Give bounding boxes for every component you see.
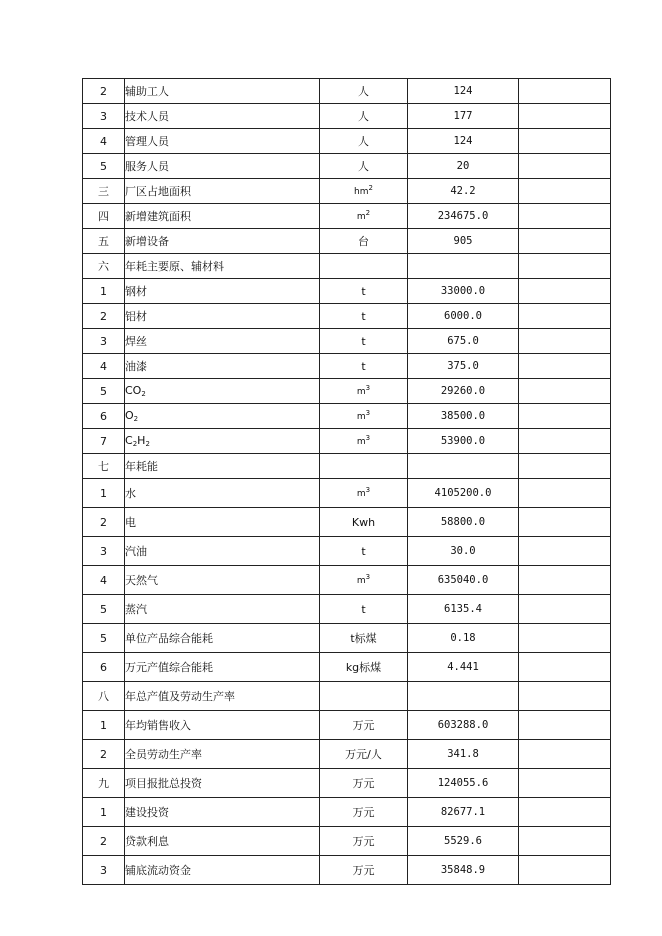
item-value: 234675.0 bbox=[408, 204, 519, 229]
item-note bbox=[519, 354, 611, 379]
row-number: 3 bbox=[83, 856, 125, 885]
formula-hydrogen: H bbox=[137, 433, 146, 447]
item-value: 603288.0 bbox=[408, 711, 519, 740]
item-note bbox=[519, 566, 611, 595]
item-note bbox=[519, 154, 611, 179]
item-value bbox=[408, 454, 519, 479]
unit-superscript: 3 bbox=[365, 384, 371, 392]
table-row bbox=[83, 537, 611, 566]
item-unit: 万元 bbox=[320, 798, 408, 827]
item-unit bbox=[320, 479, 408, 508]
formula-subscript: 2 bbox=[145, 439, 150, 448]
item-note bbox=[519, 798, 611, 827]
formula-carbon: C bbox=[125, 433, 133, 447]
row-number: 3 bbox=[83, 104, 125, 129]
item-note bbox=[519, 595, 611, 624]
item-value: 905 bbox=[408, 229, 519, 254]
item-value: 6135.4 bbox=[408, 595, 519, 624]
item-value: 29260.0 bbox=[408, 379, 519, 404]
item-unit: 万元/人 bbox=[320, 740, 408, 769]
table-row bbox=[83, 566, 611, 595]
row-number: 3 bbox=[83, 329, 125, 354]
row-number: 七 bbox=[83, 454, 125, 479]
table-row bbox=[83, 827, 611, 856]
table-row bbox=[83, 329, 611, 354]
item-value: 124 bbox=[408, 129, 519, 154]
item-note bbox=[519, 454, 611, 479]
item-unit bbox=[320, 682, 408, 711]
item-value: 675.0 bbox=[408, 329, 519, 354]
item-name: 汽油 bbox=[125, 537, 320, 566]
row-number: 5 bbox=[83, 595, 125, 624]
item-name: 钢材 bbox=[125, 279, 320, 304]
formula-base: CO bbox=[125, 383, 142, 397]
item-value: 635040.0 bbox=[408, 566, 519, 595]
item-unit: 人 bbox=[320, 79, 408, 104]
unit-superscript: 3 bbox=[365, 573, 371, 581]
row-number: 5 bbox=[83, 624, 125, 653]
row-number: 5 bbox=[83, 379, 125, 404]
row-number: 三 bbox=[83, 179, 125, 204]
item-name: 服务人员 bbox=[125, 154, 320, 179]
item-note bbox=[519, 740, 611, 769]
item-note bbox=[519, 304, 611, 329]
item-note bbox=[519, 856, 611, 885]
item-unit: 万元 bbox=[320, 856, 408, 885]
table-row bbox=[83, 769, 611, 798]
item-name: 年均销售收入 bbox=[125, 711, 320, 740]
item-value: 35848.9 bbox=[408, 856, 519, 885]
table-row bbox=[83, 304, 611, 329]
item-value: 38500.0 bbox=[408, 404, 519, 429]
item-unit: t bbox=[320, 537, 408, 566]
formula-subscript: 2 bbox=[132, 439, 138, 448]
item-name: 天然气 bbox=[125, 566, 320, 595]
item-value: 42.2 bbox=[408, 179, 519, 204]
unit-base: m bbox=[356, 576, 366, 586]
item-unit: 万元 bbox=[320, 769, 408, 798]
unit-base: m bbox=[356, 412, 366, 422]
unit-superscript: 3 bbox=[365, 486, 371, 494]
item-name: 新增建筑面积 bbox=[125, 204, 320, 229]
item-name: 年总产值及劳动生产率 bbox=[125, 682, 320, 711]
item-note bbox=[519, 229, 611, 254]
row-number: 1 bbox=[83, 279, 125, 304]
item-note bbox=[519, 379, 611, 404]
item-unit: 万元 bbox=[320, 827, 408, 856]
table-row bbox=[83, 154, 611, 179]
unit-base: hm bbox=[354, 187, 369, 197]
item-note bbox=[519, 254, 611, 279]
item-value: 53900.0 bbox=[408, 429, 519, 454]
item-unit bbox=[320, 454, 408, 479]
row-number: 1 bbox=[83, 711, 125, 740]
item-value: 20 bbox=[408, 154, 519, 179]
item-name: 贷款利息 bbox=[125, 827, 320, 856]
item-note bbox=[519, 769, 611, 798]
table-row bbox=[83, 711, 611, 740]
item-note bbox=[519, 179, 611, 204]
table-row bbox=[83, 624, 611, 653]
item-value: 4.441 bbox=[408, 653, 519, 682]
table-row bbox=[83, 104, 611, 129]
row-number: 八 bbox=[83, 682, 125, 711]
row-number: 1 bbox=[83, 479, 125, 508]
row-number: 6 bbox=[83, 404, 125, 429]
item-name: 技术人员 bbox=[125, 104, 320, 129]
item-note bbox=[519, 479, 611, 508]
item-name: 铺底流动资金 bbox=[125, 856, 320, 885]
item-name: 全员劳动生产率 bbox=[125, 740, 320, 769]
item-name: 电 bbox=[125, 508, 320, 537]
item-unit: 人 bbox=[320, 129, 408, 154]
item-value: 4105200.0 bbox=[408, 479, 519, 508]
item-name bbox=[125, 379, 320, 404]
row-number: 4 bbox=[83, 129, 125, 154]
item-note bbox=[519, 653, 611, 682]
item-unit: 万元 bbox=[320, 711, 408, 740]
item-value: 30.0 bbox=[408, 537, 519, 566]
row-number: 四 bbox=[83, 204, 125, 229]
item-note bbox=[519, 129, 611, 154]
item-value: 124055.6 bbox=[408, 769, 519, 798]
table-row bbox=[83, 379, 611, 404]
item-value: 58800.0 bbox=[408, 508, 519, 537]
item-unit bbox=[320, 254, 408, 279]
table-row bbox=[83, 454, 611, 479]
item-unit bbox=[320, 204, 408, 229]
item-unit: t bbox=[320, 304, 408, 329]
item-name: 油漆 bbox=[125, 354, 320, 379]
table-row bbox=[83, 508, 611, 537]
table-row bbox=[83, 79, 611, 104]
item-unit: t bbox=[320, 279, 408, 304]
row-number: 五 bbox=[83, 229, 125, 254]
item-unit bbox=[320, 429, 408, 454]
item-name: 建设投资 bbox=[125, 798, 320, 827]
item-value: 124 bbox=[408, 79, 519, 104]
item-note bbox=[519, 827, 611, 856]
row-number: 7 bbox=[83, 429, 125, 454]
row-number: 六 bbox=[83, 254, 125, 279]
unit-superscript: 3 bbox=[365, 434, 371, 442]
item-unit bbox=[320, 379, 408, 404]
item-note bbox=[519, 204, 611, 229]
item-value: 6000.0 bbox=[408, 304, 519, 329]
unit-base: m bbox=[356, 387, 366, 397]
table-row bbox=[83, 354, 611, 379]
item-name: 管理人员 bbox=[125, 129, 320, 154]
item-value: 375.0 bbox=[408, 354, 519, 379]
table-row bbox=[83, 279, 611, 304]
unit-base: m bbox=[356, 212, 366, 222]
item-note bbox=[519, 711, 611, 740]
table-row bbox=[83, 254, 611, 279]
item-unit: t bbox=[320, 595, 408, 624]
item-name: 焊丝 bbox=[125, 329, 320, 354]
item-unit bbox=[320, 566, 408, 595]
row-number: 九 bbox=[83, 769, 125, 798]
item-name: 水 bbox=[125, 479, 320, 508]
table-row bbox=[83, 204, 611, 229]
item-name: 厂区占地面积 bbox=[125, 179, 320, 204]
item-note bbox=[519, 682, 611, 711]
table-row bbox=[83, 653, 611, 682]
table-row bbox=[83, 229, 611, 254]
row-number: 2 bbox=[83, 304, 125, 329]
item-value: 5529.6 bbox=[408, 827, 519, 856]
row-number: 6 bbox=[83, 653, 125, 682]
item-note bbox=[519, 429, 611, 454]
item-value: 33000.0 bbox=[408, 279, 519, 304]
item-unit bbox=[320, 404, 408, 429]
item-note bbox=[519, 79, 611, 104]
item-unit: t bbox=[320, 354, 408, 379]
row-number: 5 bbox=[83, 154, 125, 179]
unit-superscript: 2 bbox=[365, 209, 371, 217]
unit-superscript: 3 bbox=[365, 409, 371, 417]
formula-subscript: 2 bbox=[141, 389, 146, 398]
item-name bbox=[125, 429, 320, 454]
item-note bbox=[519, 624, 611, 653]
row-number: 2 bbox=[83, 79, 125, 104]
item-note bbox=[519, 404, 611, 429]
item-unit bbox=[320, 179, 408, 204]
item-unit: 人 bbox=[320, 154, 408, 179]
item-value bbox=[408, 682, 519, 711]
item-value: 341.8 bbox=[408, 740, 519, 769]
row-number: 3 bbox=[83, 537, 125, 566]
item-note bbox=[519, 508, 611, 537]
item-note bbox=[519, 329, 611, 354]
item-note bbox=[519, 537, 611, 566]
item-name: 年耗能 bbox=[125, 454, 320, 479]
item-unit: kg标煤 bbox=[320, 653, 408, 682]
table-row bbox=[83, 856, 611, 885]
unit-superscript: 2 bbox=[368, 184, 373, 192]
indicator-table bbox=[82, 78, 611, 885]
table-row bbox=[83, 179, 611, 204]
item-value: 177 bbox=[408, 104, 519, 129]
item-unit: Kwh bbox=[320, 508, 408, 537]
table-row bbox=[83, 740, 611, 769]
item-value bbox=[408, 254, 519, 279]
item-name: 年耗主要原、辅材料 bbox=[125, 254, 320, 279]
item-name: 蒸汽 bbox=[125, 595, 320, 624]
row-number: 1 bbox=[83, 798, 125, 827]
row-number: 2 bbox=[83, 827, 125, 856]
table-row bbox=[83, 682, 611, 711]
unit-base: m bbox=[356, 437, 366, 447]
item-note bbox=[519, 104, 611, 129]
item-unit: 人 bbox=[320, 104, 408, 129]
item-value: 82677.1 bbox=[408, 798, 519, 827]
item-value: 0.18 bbox=[408, 624, 519, 653]
table-row bbox=[83, 595, 611, 624]
item-name: 铝材 bbox=[125, 304, 320, 329]
item-name bbox=[125, 404, 320, 429]
row-number: 2 bbox=[83, 740, 125, 769]
table-row bbox=[83, 129, 611, 154]
row-number: 2 bbox=[83, 508, 125, 537]
table-row bbox=[83, 479, 611, 508]
formula-subscript: 2 bbox=[133, 414, 139, 423]
item-name: 新增设备 bbox=[125, 229, 320, 254]
item-unit: 台 bbox=[320, 229, 408, 254]
table-row bbox=[83, 798, 611, 827]
item-unit: t bbox=[320, 329, 408, 354]
item-note bbox=[519, 279, 611, 304]
formula-base: O bbox=[125, 408, 134, 422]
item-name: 单位产品综合能耗 bbox=[125, 624, 320, 653]
item-name: 辅助工人 bbox=[125, 79, 320, 104]
item-name: 万元产值综合能耗 bbox=[125, 653, 320, 682]
item-unit: t标煤 bbox=[320, 624, 408, 653]
row-number: 4 bbox=[83, 566, 125, 595]
row-number: 4 bbox=[83, 354, 125, 379]
unit-base: m bbox=[356, 489, 366, 499]
table-row bbox=[83, 429, 611, 454]
item-name: 项目报批总投资 bbox=[125, 769, 320, 798]
table-row bbox=[83, 404, 611, 429]
